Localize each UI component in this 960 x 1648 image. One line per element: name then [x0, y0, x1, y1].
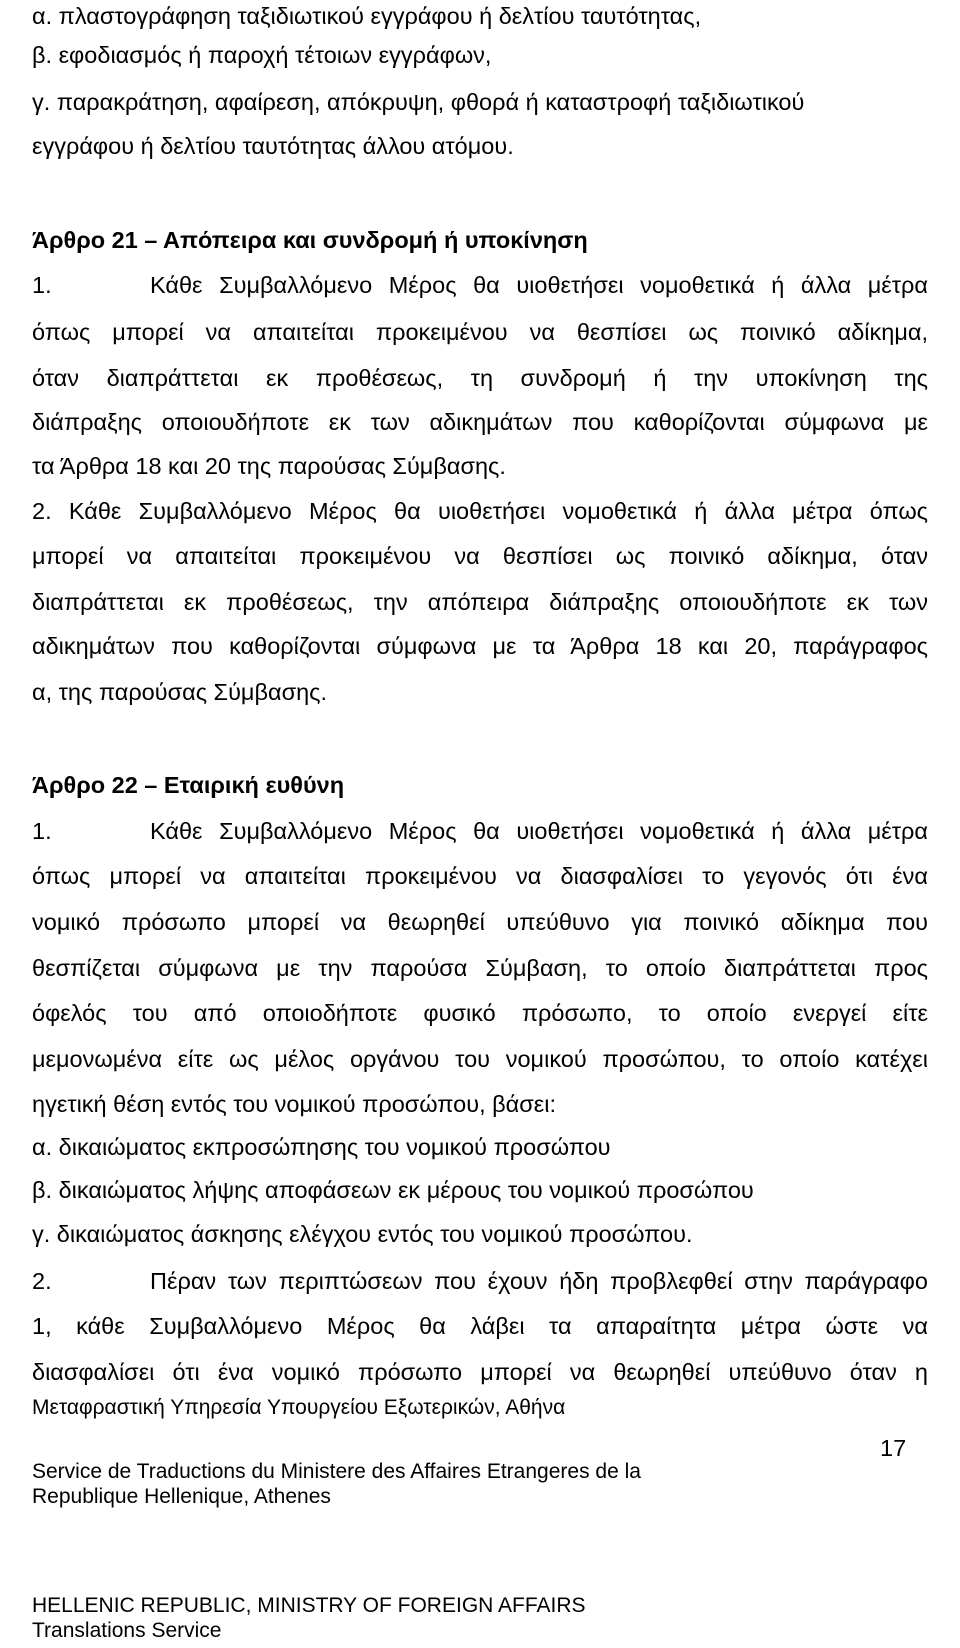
- paragraph-line: αδικημάτων που καθορίζονται σύμφωνα με τα Άρθρα 18 και 20, παράγραφος: [32, 633, 928, 659]
- paragraph-line: ηγετική θέση εντός του νομικού προσώπου, βάσει:: [32, 1091, 556, 1117]
- paragraph-text: Πέραν των περιπτώσεων που έχουν ήδη προβλεφθεί στην παράγραφο: [150, 1268, 928, 1294]
- list-item: α. δικαιώματος εκπροσώπησης του νομικού προσώπου: [32, 1134, 611, 1160]
- paragraph-line: μεμονωμένα είτε ως μέλος οργάνου του νομικού προσώπου, το οποίο κατέχει: [32, 1046, 928, 1072]
- paragraph-number: 2.: [32, 1268, 52, 1294]
- paragraph-line: νομικό πρόσωπο μπορεί να θεωρηθεί υπεύθυνο για ποινικό αδίκημα που: [32, 909, 928, 935]
- list-item: γ. δικαιώματος άσκησης ελέγχου εντός του νομικού προσώπου.: [32, 1221, 693, 1247]
- paragraph-line: διάπραξης οποιουδήποτε εκ των αδικημάτων που καθορίζονται σύμφωνα με: [32, 409, 928, 435]
- article-21-paragraph-1: [32, 271, 928, 299]
- paragraph-line: διαπράττεται εκ προθέσεως, την απόπειρα διάπραξης οποιουδήποτε εκ των: [32, 589, 928, 615]
- paragraph-line: όφελός του από οποιοδήποτε φυσικό πρόσωπο, το οποίο ενεργεί είτε: [32, 1000, 928, 1026]
- paragraph-line: όπως μπορεί να απαιτείται προκειμένου να διασφαλίσει το γεγονός ότι ένα: [32, 863, 928, 889]
- paragraph-text: Κάθε Συμβαλλόμενο Μέρος θα υιοθετήσει νομοθετικά ή άλλα μέτρα: [150, 272, 928, 298]
- paragraph-line: τα Άρθρα 18 και 20 της παρούσας Σύμβασης.: [32, 453, 506, 479]
- paragraph-number: 1.: [32, 272, 52, 298]
- footer-french-line-2: Republique Hellenique, Athenes: [32, 1485, 331, 1508]
- article-21-paragraph-2: 2. Κάθε Συμβαλλόμενο Μέρος θα υιοθετήσει νομοθετικά ή άλλα μέτρα όπως: [32, 498, 928, 524]
- article-22-paragraph-1: [32, 817, 928, 845]
- intro-item-a: α. πλαστογράφηση ταξιδιωτικού εγγράφου ή δελτίου ταυτότητας,: [32, 3, 702, 29]
- article-22-heading: Άρθρο 22 – Εταιρική ευθύνη: [32, 772, 345, 798]
- paragraph-line: διασφαλίσει ότι ένα νομικό πρόσωπο μπορεί να θεωρηθεί υπεύθυνο όταν η: [32, 1359, 928, 1385]
- paragraph-line: μπορεί να απαιτείται προκειμένου να θεσπίσει ως ποινικό αδίκημα, όταν: [32, 543, 928, 569]
- intro-item-c: γ. παρακράτηση, αφαίρεση, απόκρυψη, φθορά ή καταστροφή ταξιδιωτικού: [32, 89, 805, 115]
- intro-item-c-cont: εγγράφου ή δελτίου ταυτότητας άλλου ατόμου.: [32, 133, 514, 159]
- footer-greek: Μεταφραστική Υπηρεσία Υπουργείου Εξωτερικών, Αθήνα: [32, 1396, 566, 1419]
- paragraph-line: θεσπίζεται σύμφωνα με την παρούσα Σύμβαση, το οποίο διαπράττεται προς: [32, 955, 928, 981]
- paragraph-line: όπως μπορεί να απαιτείται προκειμένου να θεσπίσει ως ποινικό αδίκημα,: [32, 319, 928, 345]
- paragraph-line: α, της παρούσας Σύμβασης.: [32, 679, 328, 705]
- paragraph-number: 1.: [32, 818, 52, 844]
- footer-french-line-1: Service de Traductions du Ministere des Affaires Etrangeres de la: [32, 1460, 641, 1483]
- intro-item-b: β. εφοδιασμός ή παροχή τέτοιων εγγράφων,: [32, 42, 492, 68]
- list-item: β. δικαιώματος λήψης αποφάσεων εκ μέρους του νομικού προσώπου: [32, 1177, 754, 1203]
- paragraph-text: Κάθε Συμβαλλόμενο Μέρος θα υιοθετήσει νομοθετικά ή άλλα μέτρα: [150, 818, 928, 844]
- article-22-paragraph-2: [32, 1267, 928, 1295]
- footer-english-line-2: Translations Service: [32, 1619, 222, 1642]
- page-number: 17: [880, 1435, 907, 1461]
- footer-english-line-1: HELLENIC REPUBLIC, MINISTRY OF FOREIGN AFFAIRS: [32, 1594, 586, 1617]
- paragraph-line: όταν διαπράττεται εκ προθέσεως, τη συνδρομή ή την υποκίνηση της: [32, 365, 928, 391]
- paragraph-line: 1, κάθε Συμβαλλόμενο Μέρος θα λάβει τα απαραίτητα μέτρα ώστε να: [32, 1313, 928, 1339]
- article-21-heading: Άρθρο 21 – Απόπειρα και συνδρομή ή υποκίνηση: [32, 227, 588, 253]
